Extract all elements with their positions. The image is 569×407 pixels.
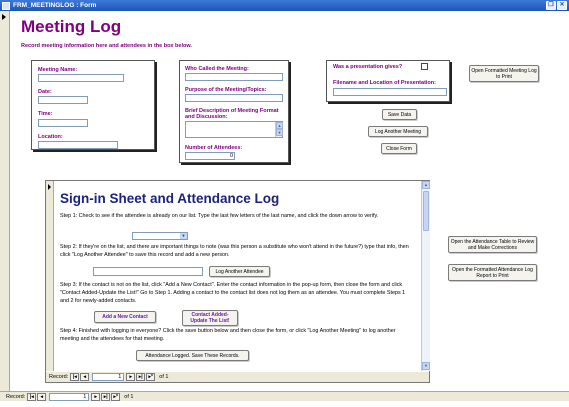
previous-record-icon[interactable]: ◂ xyxy=(80,373,89,381)
meeting-name-field[interactable] xyxy=(38,74,124,82)
log-another-meeting-button[interactable]: Log Another Meeting xyxy=(368,126,428,137)
attendee-notes-field[interactable] xyxy=(93,267,203,276)
presentation-label: Was a presentation gives? xyxy=(333,64,403,70)
step-4-text: Step 4: Finished with logging in everyone? Click the save button below and then close the form, or click "Log Another Meeting" to log another meeting and the attendees for that meeting. xyxy=(60,328,396,342)
form-icon xyxy=(2,2,10,10)
log-another-attendee-button[interactable]: Log Another Attendee xyxy=(209,266,270,277)
new-record-icon[interactable]: ▸* xyxy=(146,373,155,381)
chevron-down-icon[interactable]: ▼ xyxy=(181,233,186,238)
page-title: Meeting Log xyxy=(21,17,122,36)
scroll-down-icon[interactable]: ▼ xyxy=(277,130,282,135)
presentation-panel xyxy=(326,60,450,102)
subform-title: Sign-in Sheet and Attendance Log xyxy=(60,191,280,206)
subform-record-count: of 1 xyxy=(159,374,169,380)
scroll-thumb[interactable] xyxy=(423,191,429,231)
meeting-info-panel xyxy=(31,60,155,150)
scroll-up-icon[interactable]: ▲ xyxy=(277,123,282,128)
subform-vertical-scrollbar[interactable] xyxy=(421,181,430,371)
open-formatted-log-button[interactable]: Open Formatted Meeting Log to Print xyxy=(469,65,539,82)
filename-field[interactable] xyxy=(333,88,447,96)
current-record-arrow-icon xyxy=(2,14,6,20)
brief-description-label: Brief Description of Meeting Format and Discussion: xyxy=(185,108,279,120)
previous-record-icon[interactable]: ◂ xyxy=(37,393,46,401)
brief-scrollbar[interactable] xyxy=(275,122,282,137)
called-by-label: Who Called the Meeting: xyxy=(185,66,249,72)
purpose-label: Purpose of the Meeting/Topics: xyxy=(185,87,267,93)
attendance-logged-save-button[interactable]: Attendance Logged. Save These Records. xyxy=(136,350,249,361)
main-record-count: of 1 xyxy=(124,393,134,400)
filename-label: Filename and Location of Presentation: xyxy=(333,80,436,86)
subform-record-label: Record: xyxy=(49,374,69,380)
time-field[interactable] xyxy=(38,119,88,127)
next-record-icon[interactable]: ▸ xyxy=(126,373,135,381)
main-record-navigator xyxy=(0,391,569,401)
close-icon[interactable]: ✕ xyxy=(557,1,567,10)
step-3-text: Step 3: If the contact is not on the list, click "Add a New Contact". Enter the contact information in the pop-up form, then close the form and click "Contact Added-Update the List!" Go to Step 1. Adding a contact to the contact list does not log them as an attendee. You must complete Steps 1 and 2 for newly-added contacts. xyxy=(60,282,406,304)
main-record-label: Record: xyxy=(6,393,26,400)
attendance-subform xyxy=(45,180,430,383)
purpose-field[interactable] xyxy=(185,94,283,102)
main-record-number[interactable]: 1 xyxy=(49,393,89,401)
meeting-name-label: Meeting Name: xyxy=(38,67,78,73)
subform-record-number[interactable]: 1 xyxy=(92,373,124,381)
contact-added-update-button[interactable]: Contact Added- Update The List! xyxy=(182,310,238,326)
date-field[interactable] xyxy=(38,96,88,104)
location-field[interactable] xyxy=(38,141,118,149)
presentation-checkbox[interactable] xyxy=(421,63,428,70)
called-by-field[interactable] xyxy=(185,73,283,81)
attendees-count-field[interactable]: 0 xyxy=(185,152,235,160)
step-2-text: Step 2: If they're on the list, and there are important things to note (was this person a substitute who won't attend in the future?) type that info, then click "Log Another Attendee" to save this record and add a new person. xyxy=(60,244,409,258)
meeting-purpose-panel xyxy=(179,60,289,163)
new-record-icon[interactable]: ▸* xyxy=(111,393,120,401)
record-selector[interactable] xyxy=(0,11,10,396)
subform-record-selector[interactable] xyxy=(46,181,54,371)
open-attendance-report-button[interactable]: Open the Formatted Attendance Log Report to Print xyxy=(448,264,537,281)
window-title: FRM_MEETINGLOG : Form xyxy=(13,2,97,9)
scroll-up-icon[interactable]: ▲ xyxy=(422,181,430,189)
add-new-contact-button[interactable]: Add a New Contact xyxy=(94,311,156,323)
time-label: Time: xyxy=(38,111,53,117)
attendee-lookup-combo[interactable] xyxy=(132,232,188,240)
last-record-icon[interactable]: ▸| xyxy=(136,373,145,381)
subform-record-navigator xyxy=(46,372,429,382)
open-attendance-table-button[interactable]: Open the Attendance Table to Review and Make Corrections xyxy=(448,236,537,253)
close-form-button[interactable]: Close Form xyxy=(381,143,417,154)
step-1-text: Step 1: Check to see if the attendee is already on our list. Type the last few letters of the last name, and click the down arrow to verify. xyxy=(60,213,379,219)
next-record-icon[interactable]: ▸ xyxy=(91,393,100,401)
save-data-button[interactable]: Save Data xyxy=(382,109,417,120)
subform-current-record-icon xyxy=(48,184,51,190)
brief-description-field[interactable] xyxy=(185,121,283,138)
location-label: Location: xyxy=(38,134,63,140)
scroll-down-icon[interactable]: ▼ xyxy=(422,362,430,370)
first-record-icon[interactable]: |◂ xyxy=(27,393,36,401)
window-titlebar xyxy=(0,0,569,11)
attendees-count-label: Number of Attendees: xyxy=(185,145,243,151)
restore-icon[interactable]: ❐ xyxy=(546,1,556,10)
first-record-icon[interactable]: |◂ xyxy=(70,373,79,381)
last-record-icon[interactable]: ▸| xyxy=(101,393,110,401)
date-label: Date: xyxy=(38,89,52,95)
page-subtitle: Record meeting information here and attendees in the box below. xyxy=(21,43,192,49)
